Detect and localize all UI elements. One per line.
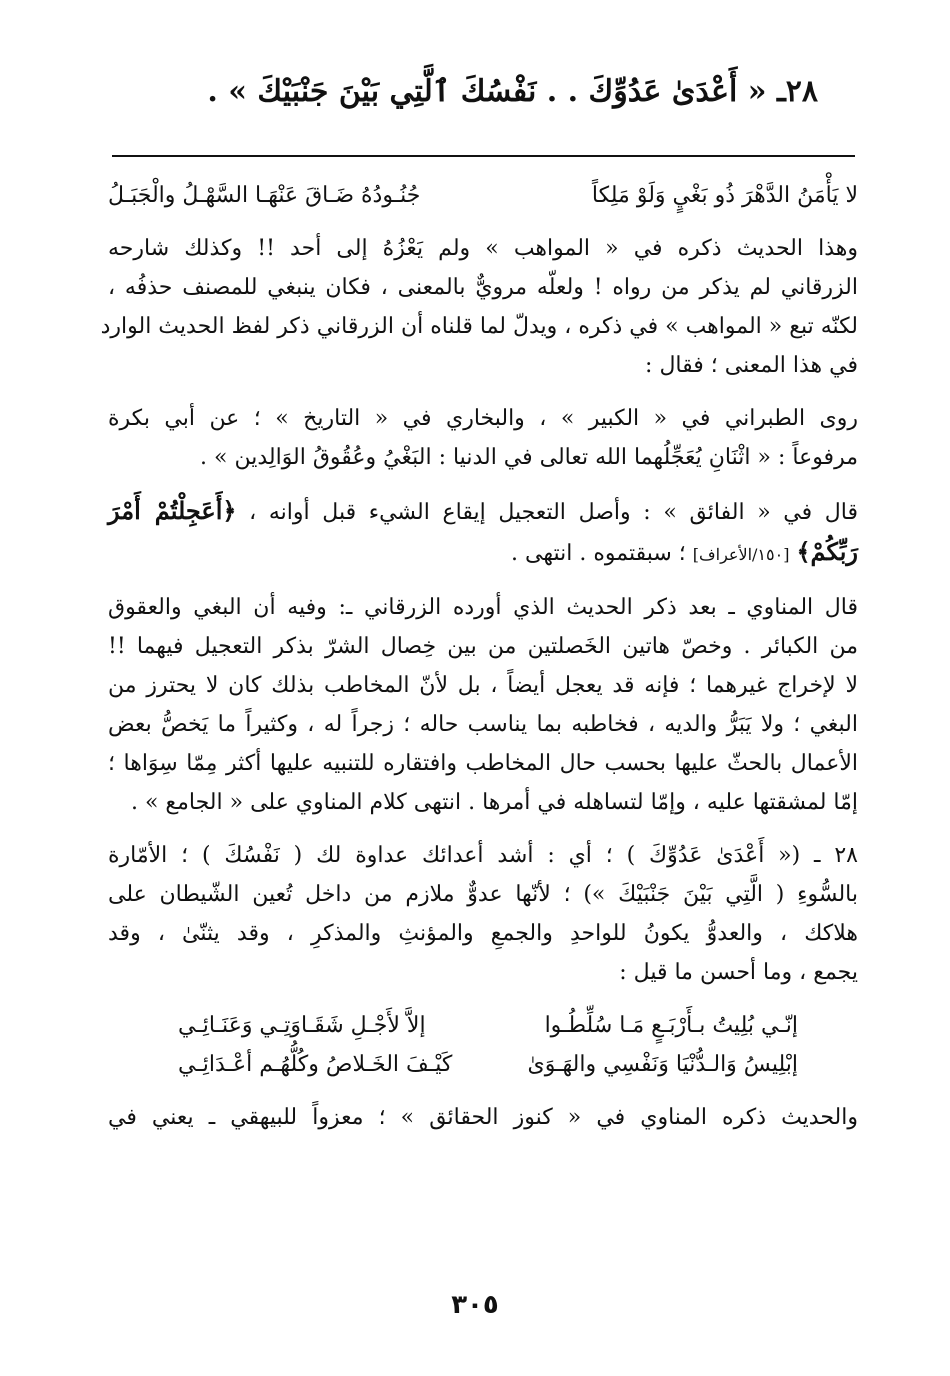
hadith-heading: ٢٨ـ « أَعْدَىٰ عَدُوِّكَ . . نَفْسُكَ ٱلَّتِي بَيْنَ جَنْبَيْكَ » . — [207, 74, 818, 109]
text-line: وهذا الحديث ذكره في « المواهب » ولم يَعْزُهُ إلى أحد !! وكذلك شارحه — [108, 236, 858, 261]
poem-bayt-1 — [178, 1006, 798, 1045]
text-line: مرفوعاً : « اثْنَانِ يُعَجِّلُهما الله تعالى في الدنيا : البَغْيُ وعُقُوقُ الوَالِدين » . — [200, 445, 858, 470]
quran-reference: [١٥٠/الأعراف] — [692, 545, 790, 564]
text-line: روى الطبراني في « الكبير » ، والبخاري في « التاريخ » ؛ عن أبي بكرة — [108, 406, 858, 431]
text-line: إمّا لمشقتها عليه ، وإمّا لتساهله في أمرها . انتهى كلام المناوي على « الجامع » . — [130, 790, 858, 815]
text-line: لا لإخراج غيرهما ؛ فإنه قد يعجل أيضاً ، بل لأنّ المخاطب بذلك كان لا يحترز من — [108, 673, 858, 698]
text-line: ٢٨ ـ (« أَعْدَىٰ عَدُوِّكَ ) ؛ أي : أشد أعدائك عداوة لك ( نَفْسُكَ ) ؛ الأمّارة — [108, 843, 858, 868]
paragraph-munawi — [108, 588, 858, 822]
header-divider — [112, 155, 855, 157]
poem-hemistich-right: إبْلِيسُ وَالـدُّنْيَا وَنَفْسِي والهَـوَىٰ — [527, 1052, 798, 1077]
text-line: في هذا المعنى ؛ فقال : — [645, 353, 858, 378]
text-line — [511, 537, 858, 566]
poem-hemistich-left: إلاَّ لأَجْـلِ شَقَـاوَتِـي وَعَنَـائِـي — [178, 1013, 426, 1038]
text-line: يجمع ، وما أحسن ما قيل : — [619, 960, 858, 985]
quran-verse: ﴿أَعَجِلْتُمْ أَمْرَ — [108, 496, 237, 525]
text-line: قال المناوي ـ بعد ذكر الحديث الذي أورده الزرقاني ـ: وفيه أن البغي والعقوق — [108, 595, 858, 620]
paragraph-commentary — [108, 836, 858, 992]
paragraph-kunuz — [108, 1098, 858, 1137]
verse-hemistich-right: لا يَأْمَنُ الدَّهْرَ ذُو بَغْيٍ وَلَوْ مَلِكاً — [591, 183, 858, 208]
text-line — [108, 491, 858, 532]
quran-verse-end: رَبِّكُمْ﴾ — [796, 537, 858, 566]
poem-bayt-2 — [178, 1045, 798, 1084]
poem-hemistich-left: كَيْـفَ الخَـلاصُ وكُلُّهُـم أعْـدَائِـي — [178, 1052, 453, 1077]
text-line: الأعمال بالحثّ عليها بحسب حال المخاطب وافتقاره للتنبيه عليها أكثر مِمّا سِوَاها ؛ — [108, 751, 858, 776]
faiq-text-end: ؛ سبقتموه . انتهى . — [511, 541, 686, 566]
paragraph-faiq — [108, 491, 858, 574]
text-line: والحديث ذكره المناوي في « كنوز الحقائق » ؛ معزواً للبيهقي ـ يعني في — [108, 1105, 858, 1130]
verse-line — [108, 176, 858, 215]
text-line: البغي ؛ ولا يَبَرُّ والديه ، فخاطبه بما يناسب حاله ؛ زجراً له ، وكثيراً ما يَخصُّ بعض — [108, 712, 858, 737]
verse-hemistich-left: جُنُـودُهُ ضَـاقَ عَنْهَـا السَّهْـلُ والْجَبَـلُ — [108, 183, 421, 208]
text-line: لكنّه تبع « المواهب » في ذكره ، ويدلّ لما قلناه أن الزرقاني ذكر لفظ الحديث الوارد — [100, 314, 858, 339]
page-number: ٣٠٥ — [451, 1290, 499, 1320]
poem-hemistich-right: إنّـي بُلِيتُ بـأَرْبَـعٍ مَـا سُلِّطُـوا — [544, 1013, 798, 1038]
paragraph-tabarani — [108, 399, 858, 477]
text-line: بالسُّوءِ ( الَّتِي بَيْنَ جَنْبَيْكَ ») ؛ لأنّها عدوٌّ ملازم من داخل تُعين الشّيطان على — [108, 882, 858, 907]
faiq-text: قال في « الفائق » : وأصل التعجيل إيقاع الشيء قبل أوانه ، — [249, 500, 859, 525]
text-line: من الكبائر . وخصّ هاتين الخَصلتين من بين خِصال الشرّ بذكر التعجيل فيهما !! — [108, 634, 858, 659]
page-body — [100, 176, 859, 1137]
text-line: هلاكك ، والعدوُّ يكونُ للواحدِ والجمعِ والمؤنثِ والمذكرِ ، وقد يثنّىٰ ، وقد — [108, 921, 858, 946]
paragraph-mawahib — [100, 229, 858, 385]
text-line: الزرقاني لم يذكر من رواه ! ولعلّه مرويٌّ بالمعنى ، فكان ينبغي للمصنف حذفُه ، — [108, 275, 858, 300]
